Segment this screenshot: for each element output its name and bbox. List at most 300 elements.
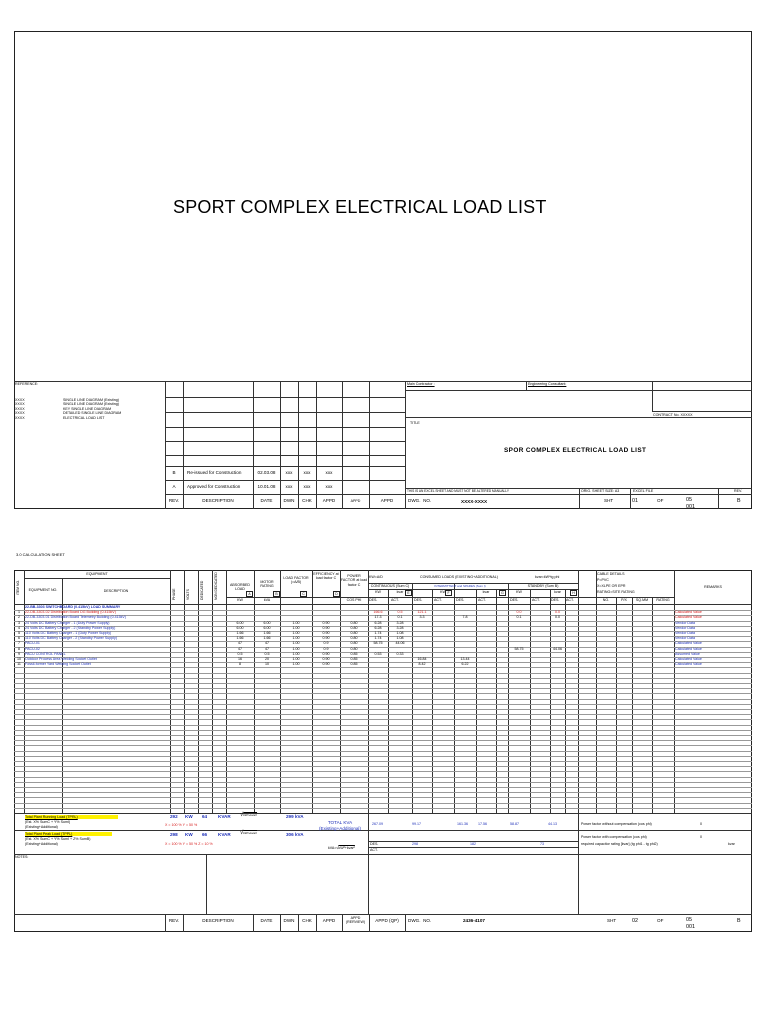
footer-dwg-label: DWG. NO. — [408, 918, 432, 923]
kvar-label: kvar — [728, 842, 735, 846]
rev-grid-line — [316, 381, 317, 509]
sht-number: 01 — [632, 498, 638, 504]
rev-label: REV. — [734, 489, 743, 493]
row-item-no: 1 — [18, 610, 20, 615]
block-title: SPOR COMPLEX ELECTRICAL LOAD LIST — [504, 447, 647, 454]
row-description: 22-DB-3303-02 Distribution Board DG Building (0.415kV) — [25, 610, 116, 615]
row-description: 22-BB-3303 SWITCHBOARD (0.415kV) LOAD SUMMARY — [25, 605, 121, 609]
col-letter-box: G — [499, 590, 506, 596]
row-pf: 0.85 — [350, 657, 358, 661]
row-description: 110 Volts DC Battery Charger - 2 (Standby Power Supply) — [25, 636, 118, 641]
row-motor: 47 — [265, 641, 269, 646]
engineering-consultant-label: Engineering Consultant: — [528, 382, 567, 386]
row-pf: 0.80 — [350, 641, 358, 646]
running-kw: 292 — [170, 814, 178, 819]
row-pf: 0.80 — [350, 636, 358, 641]
row-c2: 3.28 — [396, 625, 404, 630]
table-row-line — [14, 699, 752, 700]
row-remark: Vendor Data — [675, 631, 695, 635]
row-description: PACU-02 — [25, 646, 40, 651]
total-kva-label: TOTAL KVA — [327, 820, 353, 825]
reference-item: XXXX SINGLE LINE DIAGRAM (Existing) — [15, 402, 119, 407]
table-row-line — [14, 766, 752, 767]
row-abs: 6.00 — [236, 625, 244, 630]
row-remark: Calculated Value — [675, 662, 702, 667]
des-s: 73 — [540, 842, 544, 846]
des-i: 182 — [470, 842, 476, 846]
row-motor: 0.5 — [264, 651, 270, 656]
row-remark: Vendor Data — [675, 625, 695, 630]
kvar-header: kvar — [482, 590, 490, 594]
appd-header: APPD — [350, 499, 361, 503]
row-motor: 1.66 — [263, 636, 271, 641]
act-row-label: ACT. — [370, 848, 378, 852]
reference-item: XXXX SINGLE LINE DIAGRAM (Existing) — [15, 398, 119, 402]
running-xy: X = 100 % Y = 50 % — [165, 823, 198, 827]
running-kva: 299 kVA — [286, 814, 304, 819]
title-sheet-frame — [14, 31, 752, 509]
row-remark: Vendor Data — [675, 636, 695, 641]
total-kva-sub: (Existing+Additional) — [318, 826, 361, 831]
row-description: Fossil-former Yard Welding Socket Outlet — [25, 662, 91, 667]
reference-label: REFERENCE: — [15, 382, 39, 386]
grid-line — [496, 589, 497, 813]
grid-line — [550, 589, 551, 813]
excel-file: EXCEL FILE — [633, 489, 654, 493]
table-row-line — [14, 803, 752, 804]
row-item-no: 9 — [18, 651, 20, 656]
row-item-no: 5 — [18, 631, 20, 635]
pf-with-value: 0 — [700, 835, 702, 839]
reference-item: XXXX ELECTRICAL LOAD LIST — [15, 415, 105, 420]
table-row-line — [14, 709, 752, 710]
title-label: TITLE — [410, 421, 420, 425]
peak-kva: 306 kVA — [286, 832, 304, 837]
row-description: PACU CONTROL PANEL — [25, 651, 66, 656]
equipment-header: EQUIPMENT — [86, 572, 108, 576]
kvar-header: kvar — [554, 590, 561, 594]
peak-load-est: (Est. X% SumC + Y% SumI + Z% SumB) — [25, 837, 91, 841]
row-pf: 0.85 — [350, 662, 358, 667]
col-letter-box: E — [405, 590, 412, 596]
title-block-line — [652, 411, 752, 412]
row-lf: 1.00 — [292, 625, 300, 630]
row-s2: 0.0 — [555, 610, 560, 615]
table-row-line — [14, 771, 752, 772]
act-header: ACT. — [434, 598, 442, 602]
peak-kvar: 66 — [202, 832, 208, 837]
row-i1: 8.42 — [418, 662, 426, 667]
rev-appd: xxx — [325, 484, 333, 489]
kvar-header: kvar — [396, 590, 404, 594]
description-header: DESCRIPTION — [103, 589, 129, 593]
pf-with-label: Power factor with compensation (cos phi) — [581, 835, 647, 839]
row-description: 24 Volts DC Battery Charger - 2 (Standby Power Supply) — [25, 625, 116, 630]
footer-sht-label: SHT — [607, 918, 617, 923]
row-s2: 44.06 — [553, 646, 562, 651]
grid-line — [432, 589, 433, 813]
absorbed-load-header: ABSORBED LOAD — [230, 583, 250, 592]
table-row-line — [14, 751, 752, 752]
row-abs: 6.00 — [236, 620, 244, 625]
grid-line — [14, 914, 752, 915]
footer-of-label: OF — [657, 918, 664, 923]
row-item-no: 3 — [18, 620, 20, 625]
row-eff: 0.90 — [322, 620, 330, 625]
kva-formula-icon: kVA=√kW²+kvar² — [328, 846, 355, 850]
row-lf: 1.00 — [292, 631, 300, 635]
row-c1: 58.75 — [373, 641, 383, 646]
table-row-line — [14, 787, 752, 788]
title-block-line — [579, 488, 580, 509]
row-eff: 0.90 — [322, 662, 330, 667]
consumed-loads-header: CONSUMED LOADS (EXISTING+ADDITIONAL) — [420, 575, 498, 579]
row-lf: 1.00 — [292, 646, 300, 651]
table-row-line — [14, 688, 752, 689]
row-item-no: 4 — [18, 625, 20, 630]
table-row-line — [14, 725, 752, 726]
col-letter-box: F — [445, 590, 452, 596]
row-motor: 6.00 — [263, 625, 271, 630]
table-row-line — [14, 719, 752, 720]
motor-rating-header: MOTOR RATING — [260, 580, 274, 589]
table-row-line — [14, 761, 752, 762]
row-item-no: 6 — [18, 636, 20, 641]
rev-grid-row — [165, 494, 752, 495]
sum-i-kvar: 17.56 — [478, 822, 487, 826]
row-i2: 6.22 — [461, 662, 469, 667]
cos-phi-header: COS PHI — [346, 598, 362, 602]
rev-dwn: xxx — [285, 484, 293, 489]
grid-line — [368, 847, 578, 848]
table-row-line — [14, 693, 752, 694]
table-row-line — [14, 735, 752, 736]
row-i2: 13.44 — [460, 657, 470, 661]
cable-spec: P=PVC — [597, 578, 609, 582]
row-remark: Calculated Value — [675, 615, 702, 620]
remarks-header: REMARKS — [704, 585, 722, 589]
row-abs: 0.5 — [237, 651, 243, 656]
rev-grid-row — [165, 397, 405, 398]
row-c2: 0.5 — [397, 610, 403, 615]
px-header: P/X — [621, 598, 627, 602]
appd-header: APPD — [322, 498, 336, 503]
peak-kw-unit: KW — [185, 832, 193, 837]
row-s2: 0.0 — [555, 615, 560, 620]
rev-dwn: xxx — [285, 470, 293, 475]
grid-line — [565, 589, 566, 813]
row-c2: 0.1 — [397, 615, 403, 620]
kw-unit-header: KW — [237, 598, 243, 602]
footer-appd-review: APPD (RERVIEW) — [345, 916, 366, 925]
grid-line — [14, 830, 752, 831]
row-motor: 47 — [265, 646, 269, 651]
kw-header: KW — [440, 590, 446, 594]
row-lf: 1.00 — [292, 636, 300, 641]
act-header: ACT. — [478, 598, 486, 602]
page-title: SPORT COMPLEX ELECTRICAL LOAD LIST — [173, 197, 547, 217]
des-header: DES. — [510, 598, 519, 602]
des-header: DES. — [414, 598, 423, 602]
kw-header: KW — [375, 590, 381, 594]
chk-header: CHK — [302, 498, 312, 503]
excel-note: THIS IS AN EXCEL SHEET AND MUST NOT BE ALTERED MANUALLY — [407, 489, 509, 493]
row-abs: 1.66 — [236, 636, 244, 641]
grid-line — [578, 854, 579, 914]
reference-top-line — [14, 381, 752, 382]
table-row-line — [14, 777, 752, 778]
rev-appd: xxx — [325, 470, 333, 475]
kw-header: KW — [516, 590, 522, 594]
footer-of-number: 05 001 — [686, 917, 695, 930]
reference-item: XXXX DETAILED SINGLE LINE DIAGRAM — [15, 411, 122, 416]
standby-header: STANDBY (Sum B) — [527, 584, 559, 588]
rev-grid-row — [165, 412, 405, 413]
dwn-header: DWN — [283, 498, 295, 503]
des-header: DES. — [456, 598, 465, 602]
sum-c-kvar: 99.17 — [412, 822, 421, 826]
sum-s-kw: 58.87 — [510, 822, 519, 826]
row-pf: 0.85 — [350, 651, 358, 656]
rev-grid-line — [405, 381, 406, 509]
rev-grid-line — [342, 381, 343, 509]
running-kw-unit: KW — [185, 814, 193, 819]
title-block-line — [718, 488, 719, 509]
des-header: DES. — [551, 598, 560, 602]
rev-chk: xxx — [303, 484, 311, 489]
peak-load-sub: (Existing+Additional) — [25, 842, 58, 846]
row-abs: 47 — [238, 641, 242, 646]
equipment-no-header: EQUIPMENT NO. — [28, 588, 58, 592]
grid-line — [206, 854, 207, 914]
title-block-line — [405, 417, 752, 418]
row-remark: Calculated Value — [675, 646, 702, 651]
reference-list — [15, 398, 121, 420]
rev-grid-line — [369, 381, 370, 509]
row-s1: 58.75 — [514, 646, 524, 651]
running-kvar: 64 — [202, 814, 208, 819]
row-eff: 0.90 — [322, 636, 330, 641]
rev-grid-line — [165, 381, 166, 509]
contract-no: CONTRACT No. XXXXX — [653, 413, 693, 417]
footer-rev-value: B — [737, 918, 741, 924]
title-block-line — [652, 381, 653, 411]
of-label: OF — [657, 498, 664, 503]
row-c2: 1.08 — [396, 636, 404, 641]
rev-grid-line — [298, 381, 299, 509]
row-abs: 1.66 — [236, 631, 244, 635]
col-letter-box: D — [333, 591, 340, 597]
grid-line — [476, 589, 477, 813]
cable-details-header: CABLE DETAILS — [597, 572, 625, 576]
pf-without-value: 0 — [700, 822, 702, 826]
rev-grid-row — [165, 466, 405, 467]
row-eff: 0.90 — [322, 625, 330, 630]
item-header: ITEM NO. — [16, 579, 20, 595]
peak-load-label: Total Plant Peak Load (TPPL) — [25, 832, 112, 836]
row-remark: Calculated Value — [675, 657, 702, 661]
title-block-line — [405, 390, 752, 391]
table-row-line — [14, 756, 752, 757]
rev-letter: B — [172, 470, 176, 475]
sum-s-kvar: 44.13 — [548, 822, 557, 826]
rev-header: REV. — [168, 498, 180, 503]
act-header: ACT. — [566, 598, 574, 602]
table-row-line — [14, 745, 752, 746]
row-c1: 1.74 — [374, 631, 382, 635]
cable-spec: X=XLPE OR EPR — [597, 584, 626, 588]
table-row-line — [14, 730, 752, 731]
rev-grid-line — [183, 381, 184, 509]
orig-sheet: ORIG. SHEET SIZE: A3 — [581, 489, 620, 493]
footer-dwn: DWN — [283, 918, 295, 923]
row-description: 110 Volts DC Battery Charger - 1 (Duty Power Supply) — [25, 631, 112, 635]
row-pf: 0.80 — [350, 646, 358, 651]
row-i1: 16.84 — [417, 657, 427, 661]
des-c: 298 — [412, 842, 418, 846]
row-eff: 0.90 — [322, 631, 330, 635]
phase-header: PHASE — [172, 588, 176, 600]
running-load-label: Total Plant Running Load (TPRL) — [25, 815, 118, 819]
title-block-line — [526, 381, 527, 390]
act-header: ACT. — [532, 598, 540, 602]
row-c1: 0.53 — [374, 651, 382, 656]
footer-dwg-number: 2436-4107 — [463, 918, 485, 923]
des-header: DES. — [369, 598, 378, 602]
row-pf: 0.80 — [350, 625, 358, 630]
continuous-header: CONTINUOUS (Sum C) — [370, 584, 410, 588]
table-row-line — [14, 714, 752, 715]
rev-date: 02.03.08 — [257, 470, 276, 475]
kw-formula-header: KW=A/D — [369, 575, 383, 579]
power-factor-header: POWER FACTOR at load factor C — [340, 574, 368, 587]
row-item-no: 8 — [18, 646, 20, 651]
footer-rev: REV. — [168, 918, 180, 923]
row-i2: 7.8 — [462, 615, 468, 620]
row-abs: 47 — [238, 646, 242, 651]
des-row-label: DES. — [370, 842, 379, 846]
rev-grid-row — [165, 441, 405, 442]
row-c2: 3.28 — [396, 620, 404, 625]
row-eff: 0.9 — [323, 641, 329, 646]
volts-header: VOLTS — [186, 589, 190, 600]
row-item-no: 11 — [17, 662, 21, 667]
table-row-line — [14, 673, 752, 674]
date-header: DATE — [260, 498, 273, 503]
footer-appd-qp: APPD (QP) — [375, 918, 399, 923]
kva-unit-header: kVA — [263, 598, 271, 602]
row-c1: 6.28 — [374, 625, 382, 630]
row-lf: 1.00 — [292, 641, 300, 646]
grid-line — [14, 854, 752, 855]
row-c1: 1.74 — [374, 636, 382, 641]
section-title: 3.0 CALCULATION SHEET — [16, 552, 65, 557]
efficiency-header: EFFICIENCY at load factor C — [313, 572, 339, 581]
peak-kw: 298 — [170, 832, 178, 837]
table-row-line — [14, 704, 752, 705]
row-eff: 0.90 — [322, 651, 330, 656]
rev-description: Re-issued for Construction — [187, 470, 242, 475]
table-row-line — [14, 797, 752, 798]
row-c1: 166.6 — [373, 610, 383, 615]
sqmm-header: SQ.MM — [635, 598, 649, 602]
sqrt-formula-icon: √kW²+kvar² — [240, 830, 258, 836]
row-eff: 0.90 — [322, 657, 330, 661]
footer-date: DATE — [260, 918, 273, 923]
row-lf: 1.00 — [292, 620, 300, 625]
row-item-no: 10 — [17, 657, 21, 661]
running-load-est: (Est. X% SumC + Y% SumI) — [25, 820, 71, 824]
table-row-line — [14, 808, 752, 809]
footer-sht-number: 02 — [632, 918, 638, 924]
pf-without-label: Power factor without compensation (cos phi) — [581, 822, 652, 826]
row-motor: 1.66 — [263, 631, 271, 635]
rev-grid-row — [165, 455, 405, 456]
row-item-no: 2 — [18, 615, 20, 620]
grid-line — [530, 589, 531, 813]
no-header: NO. — [602, 598, 610, 602]
col-letter-box: B — [273, 591, 280, 597]
row-c2: 0.33 — [396, 651, 404, 656]
sum-i-kw: 161.36 — [457, 822, 468, 826]
row-motor: 6.00 — [263, 620, 271, 625]
table-row-line — [14, 740, 752, 741]
row-lf: 1.00 — [292, 657, 300, 661]
grid-line — [632, 597, 633, 813]
row-c1: 17.3 — [374, 615, 382, 620]
row-motor: 10 — [265, 662, 269, 667]
rev-grid-row — [165, 480, 405, 481]
row-c1: 6.28 — [374, 620, 382, 625]
row-s1: 0.1 — [516, 615, 522, 620]
rating-header: RATING — [656, 598, 670, 602]
row-abs: 16 — [238, 657, 242, 661]
row-remark: Vendor Data — [675, 620, 695, 625]
grid-line — [368, 854, 369, 914]
table-row-line — [14, 683, 752, 684]
sum-c-kw: 267.09 — [372, 822, 383, 826]
load-factor-header: LOAD FACTOR (=A/B) — [283, 576, 309, 585]
table-row-line — [14, 678, 752, 679]
grid-line — [14, 813, 752, 814]
rev-grid-line — [280, 381, 281, 509]
row-abs: 8 — [239, 662, 241, 667]
description-header: DESCRIPTION — [202, 498, 234, 503]
grid-line — [616, 597, 617, 813]
footer-description: DESCRIPTION — [202, 918, 234, 923]
row-item-no: 7 — [18, 641, 20, 646]
row-i1: 3.3 — [419, 615, 425, 620]
peak-kvar-unit: KVAR — [218, 832, 231, 837]
appd-header: APPD — [380, 498, 394, 503]
reference-item: XXXX KEY SINGLE LINE DIAGRAM — [15, 406, 112, 411]
row-pf: 0.80 — [350, 620, 358, 625]
peak-xyz: X = 100 % Y = 50 % Z = 10 % — [165, 842, 213, 846]
row-description: Outdoor Process Area Welding Socket Outlet — [25, 657, 97, 661]
rev-letter: A — [172, 484, 176, 489]
running-kvar-unit: KVAR — [218, 814, 231, 819]
footer-chk: CHK — [302, 918, 312, 923]
dedicated-header: DEDICATED — [200, 580, 204, 600]
row-remark: Assumed Value — [675, 651, 700, 656]
row-c2: 44.06 — [395, 641, 405, 646]
table-row-line — [14, 792, 752, 793]
sht-label: SHT — [604, 498, 614, 503]
row-remark: Calculated Value — [675, 641, 702, 646]
dwg-number: XXXX-XXXX — [461, 499, 488, 504]
grid-line — [24, 578, 170, 579]
row-pf: 0.80 — [350, 631, 358, 635]
